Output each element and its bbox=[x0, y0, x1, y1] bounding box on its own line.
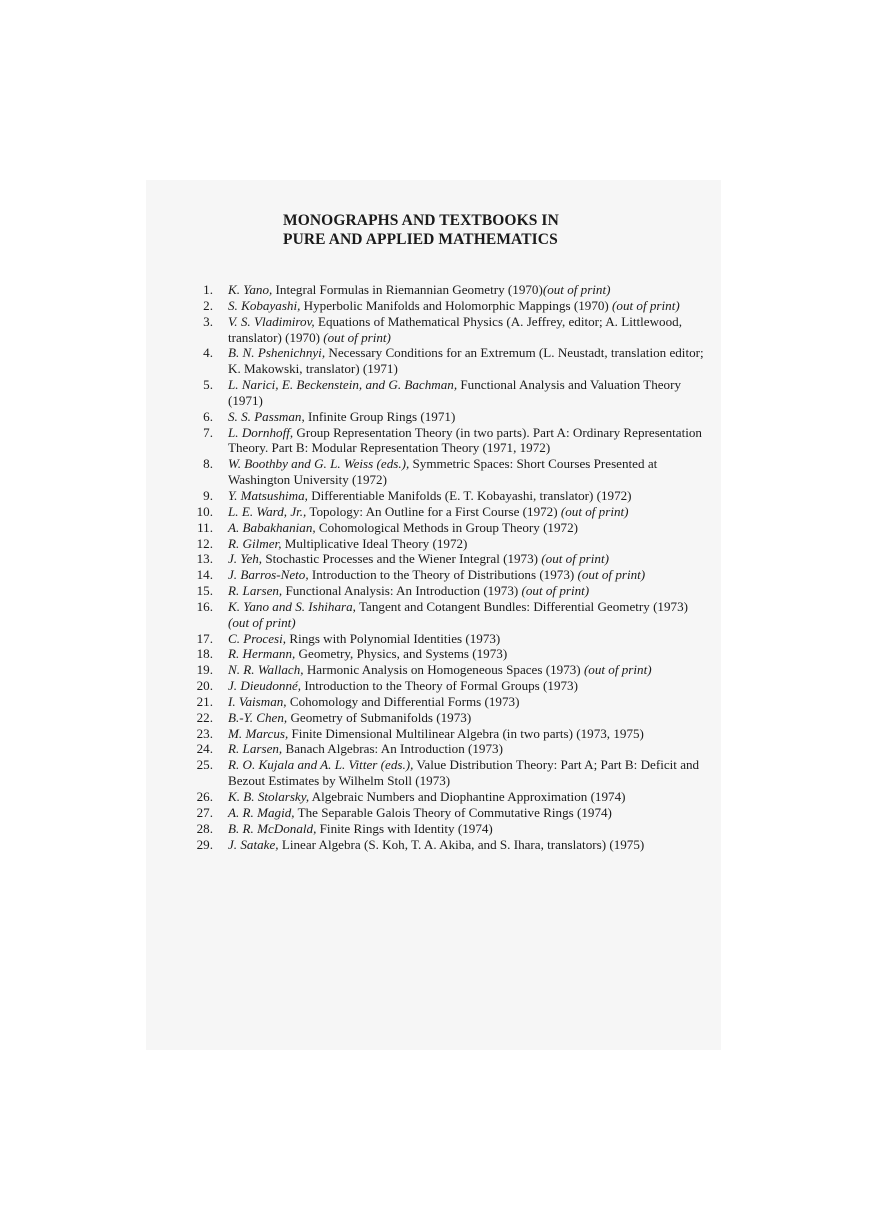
list-item-number: 23. bbox=[196, 725, 213, 741]
list-item bbox=[190, 757, 710, 789]
list-item bbox=[190, 298, 710, 314]
list-item-title: Rings with Polynomial Identities (1973) bbox=[286, 630, 501, 646]
list-item-title: Group Representation Theory (in two parts). Part A: Ordinary Representation Theory. Part B: Modular Representation Theory (1971, 1972) bbox=[228, 424, 702, 456]
list-item-author: B. N. Pshenichnyi, bbox=[228, 345, 326, 361]
list-item-title: Functional Analysis: An Introduction (1973) bbox=[282, 583, 522, 599]
list-item bbox=[190, 821, 710, 837]
list-item-title: Finite Dimensional Multilinear Algebra (in two parts) (1973, 1975) bbox=[288, 725, 644, 741]
list-item bbox=[190, 599, 710, 631]
list-item-title: Geometry of Submanifolds (1973) bbox=[287, 709, 472, 725]
list-item-author: B.-Y. Chen, bbox=[228, 709, 288, 725]
list-item-author: K. Yano, bbox=[228, 282, 273, 297]
list-item-out-of-print: (out of print) bbox=[228, 614, 296, 630]
list-item bbox=[190, 504, 710, 520]
list-item bbox=[190, 488, 710, 504]
list-item bbox=[190, 726, 710, 742]
list-item bbox=[190, 456, 710, 488]
list-item-title: Necessary Conditions for an Extremum (L. Neustadt, translation editor; K. Makowski, translator) (1971) bbox=[228, 345, 704, 377]
list-item-out-of-print: (out of print) bbox=[583, 662, 652, 678]
page-title bbox=[283, 211, 559, 249]
list-item-title: Introduction to the Theory of Distributions (1973) bbox=[308, 567, 578, 583]
list-item-author: C. Procesi, bbox=[228, 630, 287, 646]
list-item bbox=[190, 314, 710, 346]
list-item-number: 5. bbox=[203, 377, 213, 393]
list-item-author: R. Hermann, bbox=[228, 646, 296, 662]
list-item bbox=[190, 631, 710, 647]
list-item-out-of-print: (out of print) bbox=[560, 503, 629, 519]
list-item-number: 27. bbox=[196, 804, 213, 820]
page-title-line-1: MONOGRAPHS AND TEXTBOOKS IN bbox=[283, 212, 559, 229]
list-item bbox=[190, 646, 710, 662]
list-item bbox=[190, 741, 710, 757]
list-item bbox=[190, 662, 710, 678]
list-item-author: M. Marcus, bbox=[228, 725, 289, 741]
list-item-number: 17. bbox=[196, 630, 213, 646]
list-item-title: Tangent and Cotangent Bundles: Differential Geometry (1973) bbox=[355, 598, 688, 614]
list-item-title: Integral Formulas in Riemannian Geometry (1970) bbox=[272, 282, 543, 297]
list-item-title: Functional Analysis and Valuation Theory (1971) bbox=[228, 377, 682, 408]
list-item-title: Banach Algebras: An Introduction (1973) bbox=[282, 741, 503, 757]
list-item-number: 3. bbox=[203, 313, 213, 329]
list-item-title: Harmonic Analysis on Homogeneous Spaces (1973) bbox=[303, 662, 584, 678]
list-item bbox=[190, 583, 710, 599]
list-item bbox=[190, 377, 710, 409]
list-item-title: Algebraic Numbers and Diophantine Approximation (1974) bbox=[309, 789, 626, 804]
list-item-number: 13. bbox=[196, 551, 213, 567]
list-item bbox=[190, 710, 710, 726]
list-item-author: J. Satake, bbox=[228, 836, 279, 852]
list-item-title: Infinite Group Rings (1971) bbox=[304, 408, 456, 424]
list-item-author: J. Barros-Neto, bbox=[228, 567, 309, 583]
list-item-author: S. S. Passman, bbox=[228, 408, 305, 424]
list-item bbox=[190, 409, 710, 425]
list-item-author: A. Babakhanian, bbox=[228, 519, 316, 535]
list-item-title: Cohomological Methods in Group Theory (1972) bbox=[315, 519, 578, 535]
list-item bbox=[190, 551, 710, 567]
list-item-title: Differentiable Manifolds (E. T. Kobayashi, translator) (1972) bbox=[307, 487, 632, 503]
list-item bbox=[190, 520, 710, 536]
list-item-number: 1. bbox=[203, 282, 213, 297]
list-item-number: 26. bbox=[196, 789, 213, 804]
list-item-number: 6. bbox=[203, 408, 213, 424]
list-item-author: S. Kobayashi, bbox=[228, 297, 301, 313]
list-item-number: 19. bbox=[196, 662, 213, 678]
list-item-author: V. S. Vladimirov, bbox=[228, 313, 315, 329]
list-item-number: 14. bbox=[196, 567, 213, 583]
list-item bbox=[190, 345, 710, 377]
list-item-number: 25. bbox=[196, 757, 213, 773]
list-item-author: K. Yano and S. Ishihara, bbox=[228, 598, 356, 614]
list-item-number: 15. bbox=[196, 583, 213, 599]
list-item-author: R. Larsen, bbox=[228, 741, 283, 757]
list-item bbox=[190, 837, 710, 853]
list-item-number: 22. bbox=[196, 709, 213, 725]
list-item-number: 29. bbox=[196, 836, 213, 852]
list-item-title: Finite Rings with Identity (1974) bbox=[316, 820, 493, 836]
list-item-title: Stochastic Processes and the Wiener Integral (1973) bbox=[262, 551, 542, 567]
list-item bbox=[190, 567, 710, 583]
list-item-number: 24. bbox=[196, 741, 213, 757]
list-item-number: 11. bbox=[197, 519, 213, 535]
list-item-title: Linear Algebra (S. Koh, T. A. Akiba, and S. Ihara, translators) (1975) bbox=[278, 836, 645, 852]
list-item-author: R. O. Kujala and A. L. Vitter (eds.), bbox=[228, 757, 414, 773]
list-item-author: J. Dieudonné, bbox=[228, 678, 302, 694]
list-item-out-of-print: (out of print) bbox=[323, 329, 391, 345]
list-item-author: R. Gilmer, bbox=[228, 535, 282, 551]
list-item-number: 18. bbox=[196, 646, 213, 662]
list-item-number: 16. bbox=[196, 598, 213, 614]
list-item-author: R. Larsen, bbox=[228, 583, 283, 599]
list-item bbox=[190, 282, 710, 298]
list-item-author: L. E. Ward, Jr., bbox=[228, 503, 307, 519]
list-item-out-of-print: (out of print) bbox=[612, 297, 680, 313]
page-title-line-2: PURE AND APPLIED MATHEMATICS bbox=[283, 231, 558, 248]
list-item bbox=[190, 425, 710, 457]
list-item-number: 9. bbox=[203, 487, 213, 503]
list-item-author: A. R. Magid, bbox=[228, 804, 295, 820]
list-item-title: Value Distribution Theory: Part A; Part B: Deficit and Bezout Estimates by Wilhelm Stoll (1973) bbox=[228, 757, 700, 789]
monograph-list bbox=[190, 282, 710, 852]
list-item bbox=[190, 805, 710, 821]
list-item-number: 20. bbox=[196, 678, 213, 694]
list-item-title: Multiplicative Ideal Theory (1972) bbox=[281, 535, 468, 551]
list-item-out-of-print: (out of print) bbox=[542, 282, 611, 297]
list-item-number: 8. bbox=[203, 456, 213, 472]
list-item-title: The Separable Galois Theory of Commutative Rings (1974) bbox=[294, 804, 612, 820]
list-item-out-of-print: (out of print) bbox=[521, 583, 590, 599]
list-item-author: W. Boothby and G. L. Weiss (eds.), bbox=[228, 456, 410, 472]
list-item-number: 12. bbox=[196, 535, 213, 551]
list-item-title: Introduction to the Theory of Formal Groups (1973) bbox=[301, 678, 578, 694]
list-item-author: Y. Matsushima, bbox=[228, 487, 308, 503]
list-item-title: Symmetric Spaces: Short Courses Presented at Washington University (1972) bbox=[228, 456, 658, 488]
list-item bbox=[190, 694, 710, 710]
list-item-author: L. Dornhoff, bbox=[228, 424, 294, 440]
list-item bbox=[190, 789, 710, 805]
list-item-title: Cohomology and Differential Forms (1973) bbox=[286, 693, 520, 709]
list-item-author: I. Vaisman, bbox=[228, 693, 287, 709]
list-item-number: 28. bbox=[196, 820, 213, 836]
list-item-author: L. Narici, E. Beckenstein, and G. Bachman, bbox=[228, 377, 458, 393]
list-item-title: Equations of Mathematical Physics (A. Jeffrey, editor; A. Littlewood, translator) (1970) bbox=[228, 313, 682, 345]
list-item bbox=[190, 536, 710, 552]
list-item-author: B. R. McDonald, bbox=[228, 820, 317, 836]
list-item-number: 10. bbox=[196, 503, 213, 519]
list-item-number: 21. bbox=[196, 693, 213, 709]
list-item bbox=[190, 678, 710, 694]
list-item-out-of-print: (out of print) bbox=[577, 567, 646, 583]
list-item-author: N. R. Wallach, bbox=[228, 662, 304, 678]
list-item-number: 7. bbox=[203, 424, 213, 440]
list-item-author: K. B. Stolarsky, bbox=[228, 789, 310, 804]
list-item-number: 2. bbox=[203, 297, 213, 313]
list-item-title: Geometry, Physics, and Systems (1973) bbox=[295, 646, 508, 662]
list-item-title: Topology: An Outline for a First Course (1972) bbox=[306, 503, 561, 519]
list-item-title: Hyperbolic Manifolds and Holomorphic Mappings (1970) bbox=[300, 297, 613, 313]
list-item-out-of-print: (out of print) bbox=[541, 551, 609, 567]
list-item-author: J. Yeh, bbox=[228, 551, 263, 567]
list-item-number: 4. bbox=[203, 345, 213, 361]
